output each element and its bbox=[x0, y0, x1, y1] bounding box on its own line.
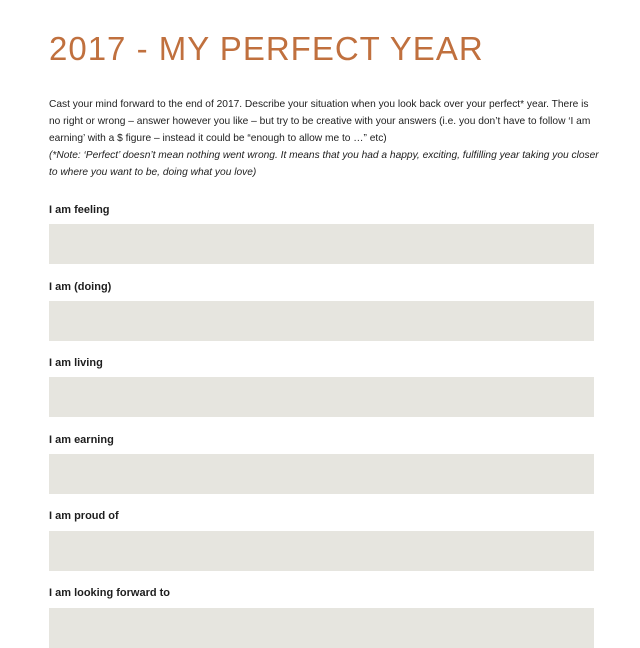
input-feeling[interactable] bbox=[49, 224, 594, 264]
input-doing[interactable] bbox=[49, 301, 594, 341]
page-title: 2017 - MY PERFECT YEAR bbox=[49, 30, 484, 67]
instructions-note: (*Note: ‘Perfect’ doesn’t mean nothing went wrong. It means that you had a happy, exciting, fulfilling year taking you closer to where you want to be, doing what you love) bbox=[49, 150, 599, 178]
label-feeling: I am feeling bbox=[49, 204, 110, 216]
input-proud-of[interactable] bbox=[49, 531, 594, 571]
label-doing: I am (doing) bbox=[49, 281, 112, 293]
input-earning[interactable] bbox=[49, 454, 594, 494]
instructions-text: Cast your mind forward to the end of 2017. Describe your situation when you look back over your perfect* year. There is no right or wrong – answer however you like – but try to be creative with your answers (i.e. you don’t have to follow ‘I am earning’ with a $ figure – instead it could be “enough to allow me to …” etc) bbox=[49, 99, 591, 144]
label-living: I am living bbox=[49, 357, 103, 369]
label-earning: I am earning bbox=[49, 434, 114, 446]
label-looking-forward: I am looking forward to bbox=[49, 587, 171, 599]
label-proud-of: I am proud of bbox=[49, 510, 119, 522]
input-living[interactable] bbox=[49, 377, 594, 417]
instructions bbox=[49, 96, 599, 181]
input-looking-forward[interactable] bbox=[49, 608, 594, 648]
